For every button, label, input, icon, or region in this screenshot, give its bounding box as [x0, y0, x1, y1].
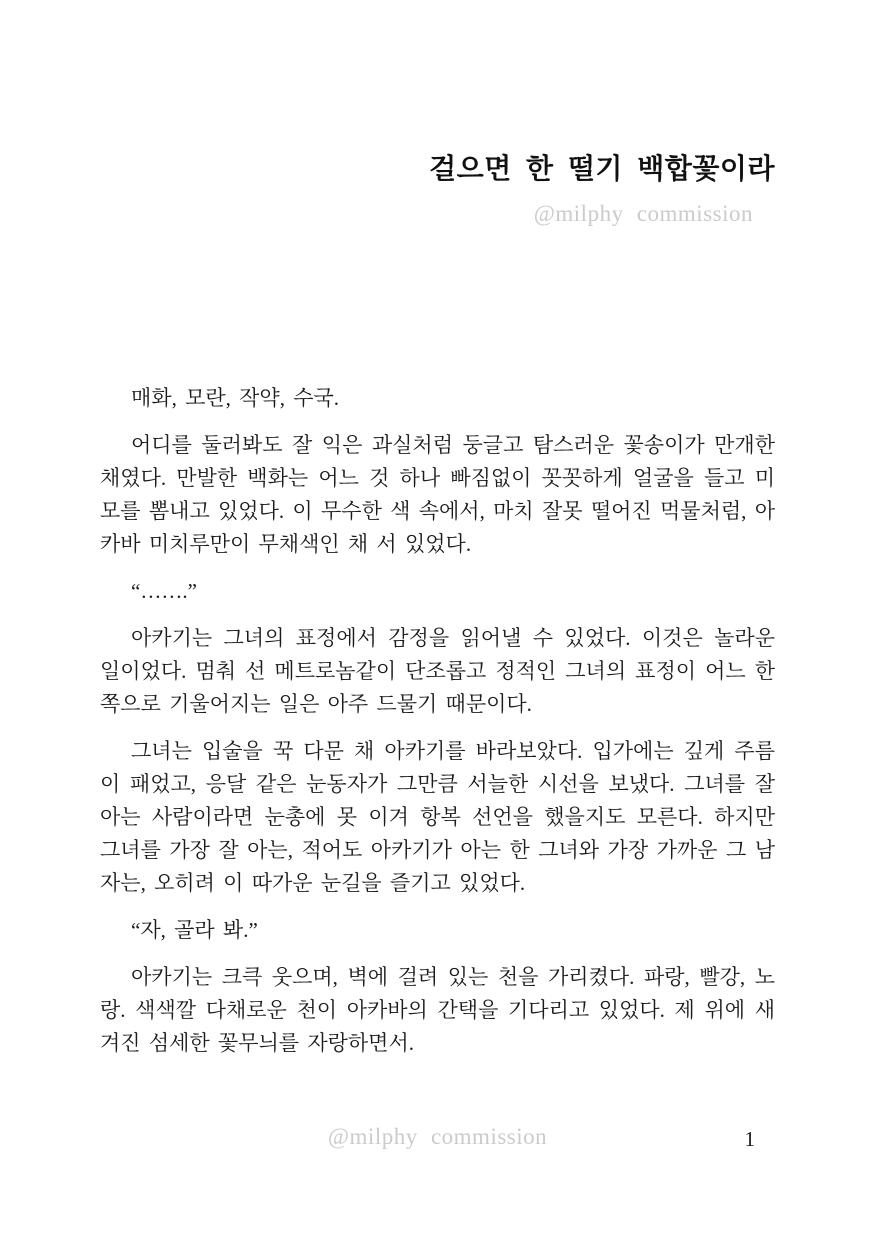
body-paragraph: 매화, 모란, 작약, 수국. [131, 386, 340, 410]
watermark-top: @milphy commission [533, 201, 753, 226]
body-paragraph: 그녀는 입술을 꾹 다문 채 아카기를 바라보았다. 입가에는 깊게 주름이 패었고, 응달 같은 눈동자가 그만큼 서늘한 시선을 보냈다. 그녀를 잘 아는 사람이라면 눈총에 못 이겨 항복 선언을 했을지도 모른다. 하지만 그녀를 가장 잘 아는, 적어도 아카기가 아는 한 그녀와 가장 가까운 그 남자는, 오히려 이 따가운 눈길을 즐기고 있었다. [100, 739, 775, 895]
dialogue-line: “…….” [131, 579, 197, 603]
page-number: 1 [744, 1127, 755, 1151]
dialogue-line: “자, 골라 봐.” [131, 918, 258, 942]
document-body [100, 382, 775, 1074]
page-title: 걸으면 한 떨기 백합꽃이라 [429, 153, 775, 184]
body-paragraph: 아카기는 크큭 웃으며, 벽에 걸려 있는 천을 가리켰다. 파랑, 빨강, 노랑. 색색깔 다채로운 천이 아카바의 간택을 기다리고 있었다. 제 위에 새겨진 섬세한 꽃무늬를 자랑하면서. [100, 965, 775, 1055]
body-paragraph: 아카기는 그녀의 표정에서 감정을 읽어낼 수 있었다. 이것은 놀라운 일이었다. 멈춰 선 메트로놈같이 단조롭고 정적인 그녀의 표정이 어느 한쪽으로 기울어지는 일은 아주 드물기 때문이다. [100, 626, 775, 716]
document-header [100, 150, 775, 228]
document-footer [100, 1122, 775, 1152]
watermark-bottom: @milphy commission [327, 1124, 548, 1149]
body-paragraph: 어디를 둘러봐도 잘 익은 과실처럼 둥글고 탐스러운 꽃송이가 만개한 채였다. 만발한 백화는 어느 것 하나 빠짐없이 꼿꼿하게 얼굴을 들고 미모를 뽐내고 있었다. 이 무수한 색 속에서, 마치 잘못 떨어진 먹물처럼, 아카바 미치루만이 무채색인 채 서 있었다. [100, 433, 775, 556]
